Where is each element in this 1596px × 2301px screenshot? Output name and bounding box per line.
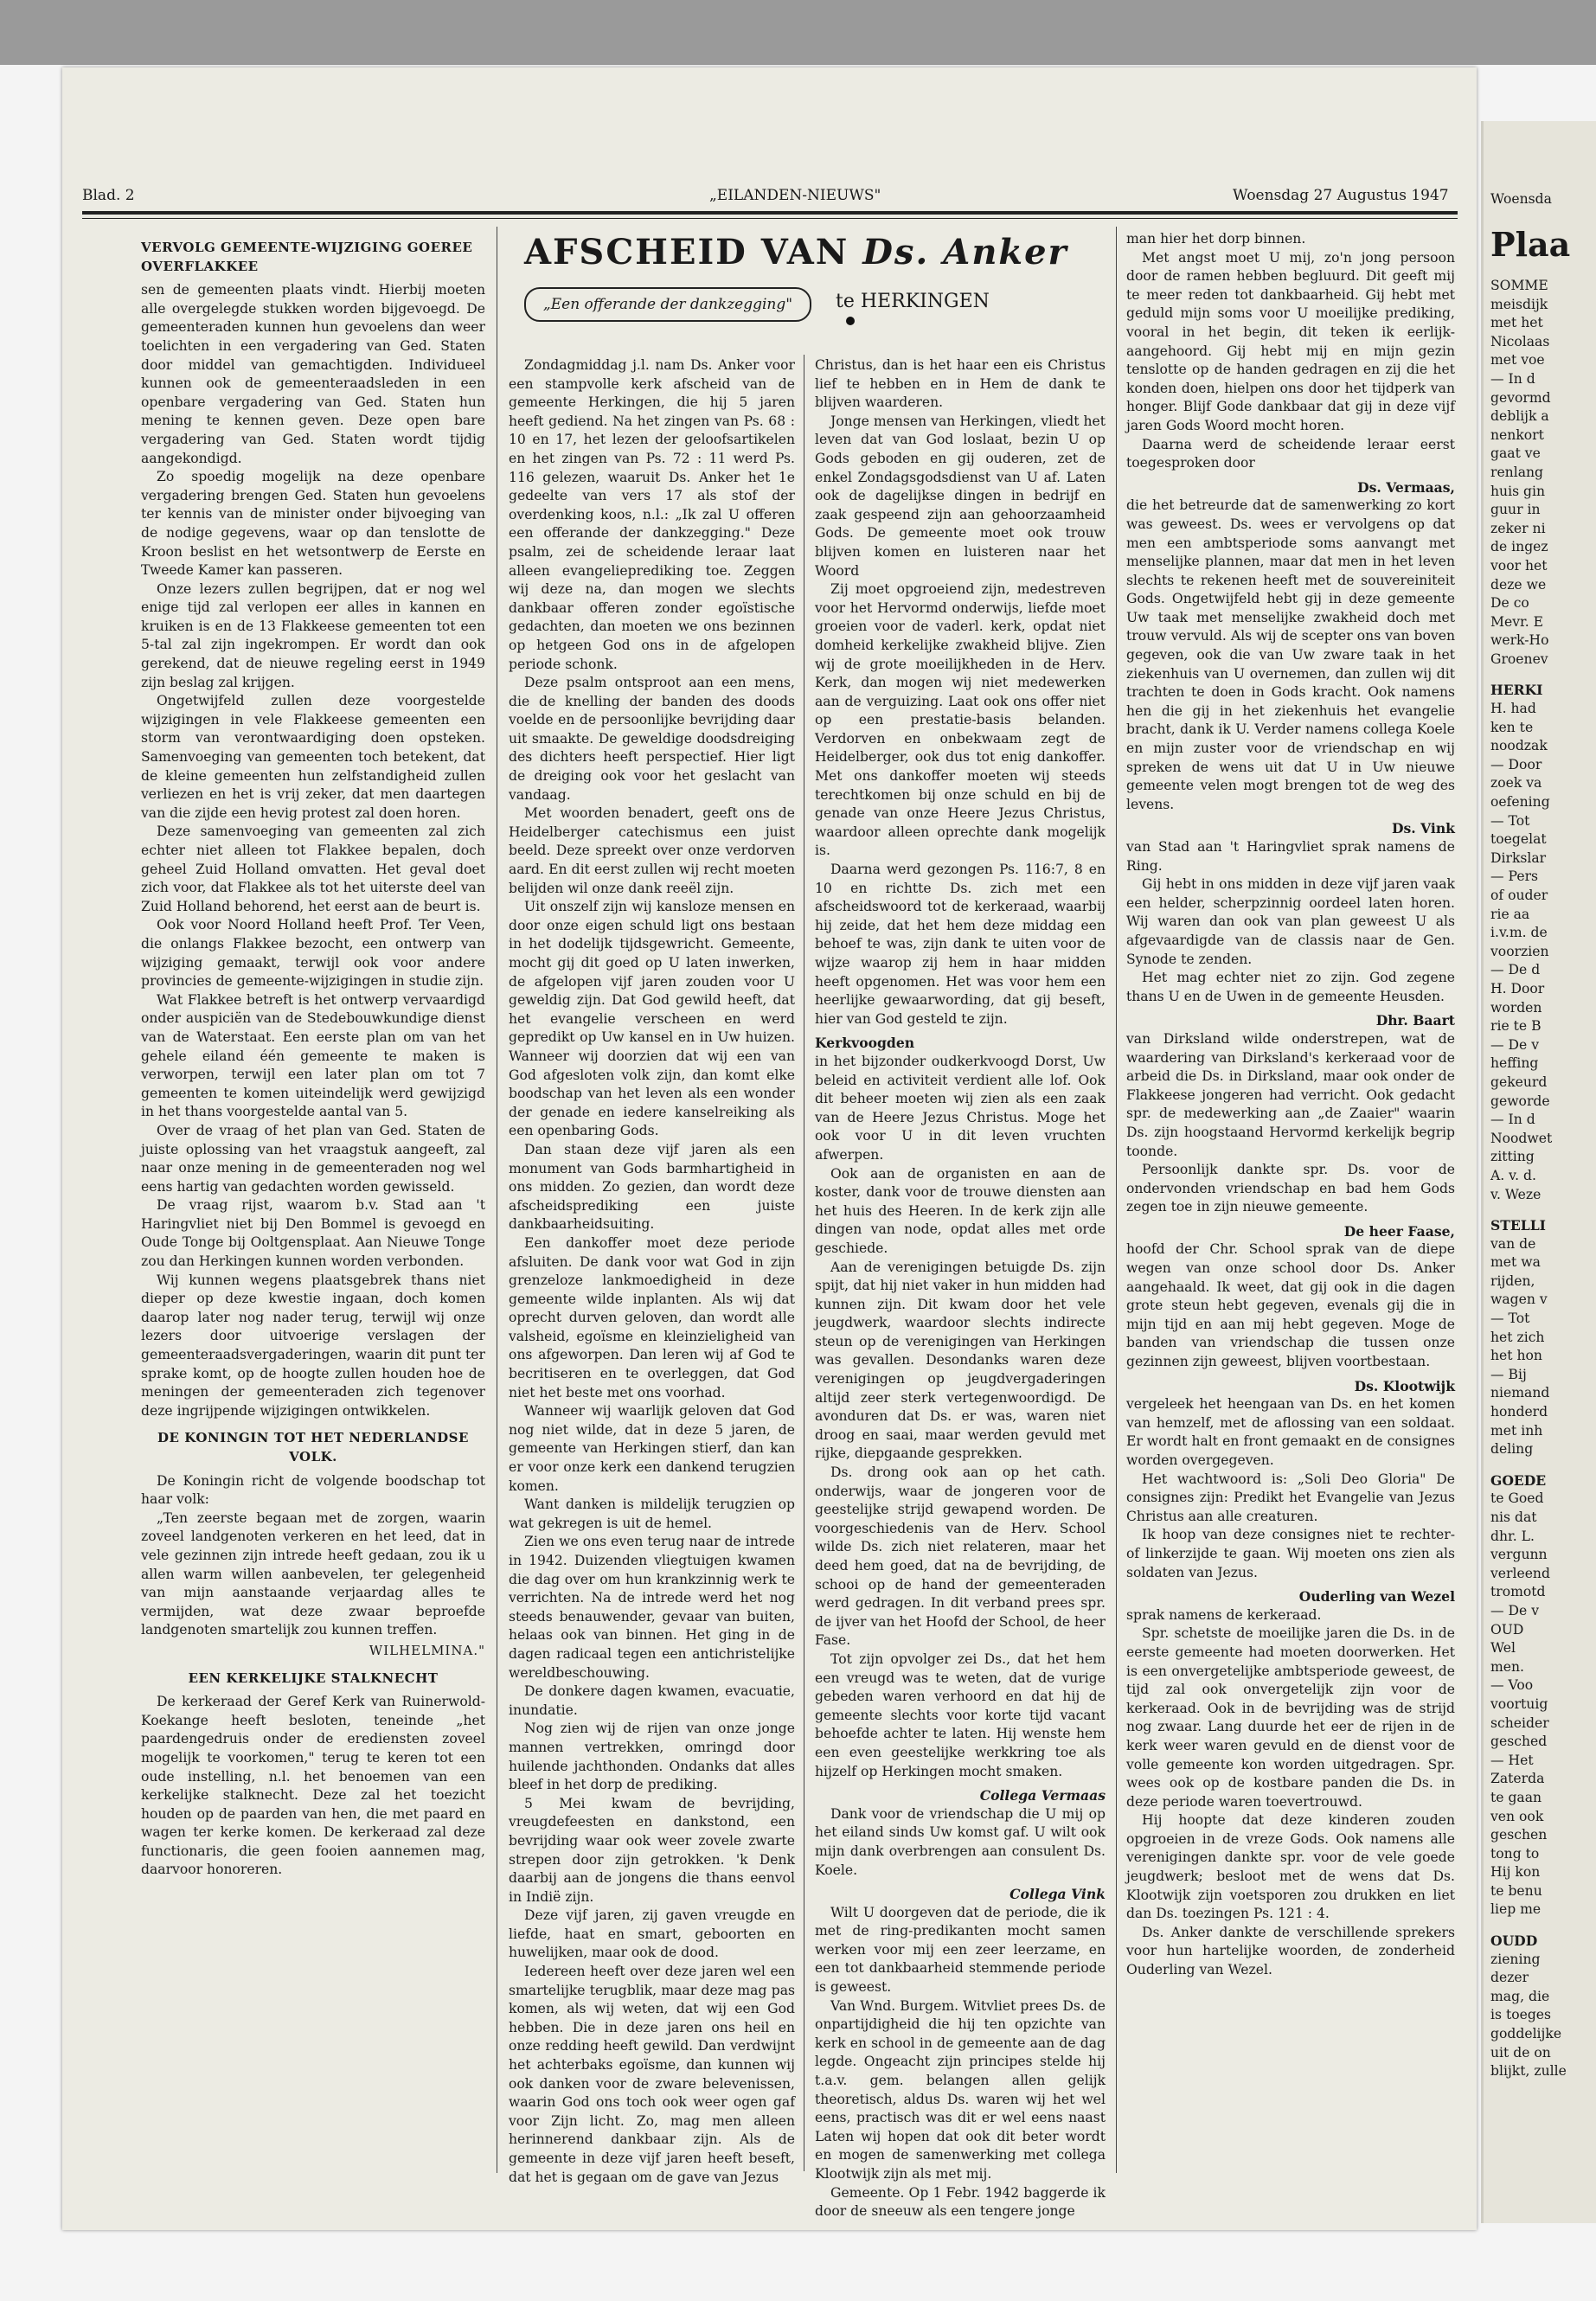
edge-line: ken te: [1490, 719, 1534, 735]
edge-line: — De d: [1490, 962, 1541, 978]
edge-line: verleend: [1490, 1565, 1550, 1581]
column-1: [141, 230, 485, 1880]
paragraph: Ds. drong ook aan op het cath. onderwijs, waar de jongeren voor de geestelijke strijd gewapend worden. De voorgeschiedenis van de Herv. School wilde Ds. zich niet relateren, maar het deed hem goed, dat na de bevrijding, de schooi op de hand der gemeenteraden werd gedragen. In dit verband prees spr. de ijver van het Hoofd der School, de heer Fase.: [815, 1465, 1106, 1649]
paragraph: Gij hebt in ons midden in deze vijf jaren vaak een helder, scherpzinnig oordeel laten horen. Wij waren dan ook van plan geweest U als afgevaardigde van de classis naar de Gen. Synode te zenden.: [1126, 876, 1455, 967]
edge-line: rie aa: [1490, 906, 1530, 922]
edge-line: honderd: [1490, 1404, 1548, 1420]
edge-line: scheider: [1490, 1715, 1549, 1731]
paragraph: Wij kunnen wegens plaatsgebrek thans niet dieper op deze kwestie ingaan, doch komen daarop later nog nader terug, terwijl wij onze lezers door uitvoerige verslagen der gemeenteraadsvergaderingen, waarin dit punt ter sprake komt, op de hoogte zullen houden hoe de meningen der gemeenteraden zich tegenover deze ingrijpende wijzigingen ontwikkelen.: [141, 1272, 485, 1419]
edge-line: De co: [1490, 595, 1529, 612]
paragraph: Christus, dan is het haar een eis Christus lief te hebben en in Hem de dank te blijven waarderen.: [815, 357, 1106, 411]
edge-line: deblijk a: [1490, 408, 1549, 425]
edge-line: geworde: [1490, 1093, 1550, 1109]
edge-line: nenkort: [1490, 426, 1544, 443]
edge-line: liep me: [1490, 1901, 1542, 1918]
headline-prefix: AFSCHEID VAN: [524, 232, 863, 272]
edge-line: Nicolaas: [1490, 333, 1550, 349]
edge-date: Woensda: [1490, 191, 1552, 207]
speaker-name: Ouderling van Wezel: [1298, 1588, 1455, 1606]
edge-line: het zich: [1490, 1329, 1545, 1345]
edge-line: te Goed: [1490, 1490, 1544, 1507]
paragraph: Het wachtwoord is: „Soli Deo Gloria" De consignes zijn: Predikt het Evangelie van Jezus Christus aan alle creaturen.: [1126, 1471, 1455, 1524]
edge-title: Plaa: [1490, 225, 1571, 264]
edge-line: — Bij: [1490, 1366, 1527, 1382]
edge-line: blijkt, zulle: [1490, 2063, 1567, 2080]
edge-line: — In d: [1490, 1112, 1535, 1128]
paragraph: Iedereen heeft over deze jaren wel een smartelijke terugblik, maar deze mag pas komen, als wij weten, dat wij een God hebben. Die in deze jaren ons heil en onze redding heeft gewild. Dan verdwijnt het achterbaks egoïsme, dan kunnen wij ook danken voor de zware belevenissen, waarin God ons toch ook weer ogen gaf voor Zijn licht. Zo, mag men alleen herinnerend dankbaar zijn. Als de gemeente in deze vijf jaren heeft beseft, dat het is gegaan om de gave van Jezus: [509, 1964, 795, 2185]
signature: WILHELMINA.": [369, 1642, 485, 1658]
paragraph: Een dankoffer moet deze periode afsluiten. De dank voor wat God in zijn grenzeloze lankmoedigheid in deze gemeente wilde inplanten. Als wij dat oprecht durven geloven, dan wordt alle valsheid, egoïsme en kleinzieligheid van ons afgeworpen. Dan leren wij af God te becritiseren en te overleggen, dat God niet het beste met ons voorhad.: [509, 1234, 795, 1400]
paragraph: Hij hoopte dat deze kinderen zouden opgroeien in de vreze Gods. Ook namens alle verenigingen dankte spr. voor de vele goede jeugdwerk; besloot met de wens dat Ds. Klootwijk zijn voetsporen zou drukken en liet dan Ds. toezingen Ps. 121 : 4.: [1126, 1812, 1455, 1922]
paragraph: Zien we ons even terug naar de intrede in 1942. Duizenden vliegtuigen kwamen die dag over om hun krankzinnig werk te verrichten. Na de intrede werd het nog steeds benauwender, gevaar van buiten, helaas ook van binnen. Het ging in de dagen radicaal tegen een antichristelijke wereldbeschouwing.: [509, 1534, 795, 1681]
paragraph: Aan de verenigingen betuigde Ds. zijn spijt, dat hij niet vaker in hun midden had kunnen zijn. Dit kwam door het vele jeugdwerk, waardoor slechts indirecte steun op de verenigingen van Herkingen was gevallen. Desondanks waren deze verenigingen op jeugdvergaderingen altijd zeer sterk vertegenwoordigd. De avonduren dat Ds. er was, waren niet droog en saai, maar werden gevuld met rijke, diepgaande gesprekken.: [815, 1259, 1106, 1462]
paragraph: Ik hoop van deze consignes niet te rechter- of linkerzijde te gaan. Wij moeten ons zien als soldaten van Jezus.: [1126, 1527, 1455, 1580]
edge-heading: GOEDE: [1490, 1471, 1547, 1489]
paragraph: Nog zien wij de rijen van onze jonge mannen vertrekken, omringd door huilende jachthonden. Ondanks dat alles bleef in het dorp de prediking.: [509, 1721, 795, 1793]
edge-line: met wa: [1490, 1254, 1541, 1271]
paragraph: Gemeente. Op 1 Febr. 1942 baggerde ik door de sneeuw als een tengere jonge: [815, 2184, 1106, 2220]
edge-line: Noodwet: [1490, 1130, 1553, 1146]
paragraph: Ds. Anker dankte de verschillende sprekers voor hun hartelijke woorden, de zonderheid Ouderling van Wezel.: [1126, 1924, 1455, 1978]
column-3: [815, 356, 1106, 2221]
edge-line: gevormd: [1490, 389, 1551, 406]
edge-line: renlang: [1490, 464, 1544, 480]
edge-line: dezer: [1490, 1970, 1529, 1986]
paragraph: De Koningin richt de volgende boodschap tot haar volk:: [141, 1472, 485, 1508]
edge-line: huis gin: [1490, 483, 1546, 499]
edge-line: — Door: [1490, 756, 1542, 772]
paragraph: Onze lezers zullen begrijpen, dat er nog wel enige tijd zal verlopen eer alles in kannen en kruiken is en de 13 Flakkeese gemeenten tot een 5-tal zal zijn ingekrompen. Er wordt dan ook gerekend, dat de nieuwe regeling eerst in 1949 zijn beslag zal krijgen.: [141, 580, 485, 690]
edge-line: H. had: [1490, 701, 1536, 717]
paragraph: Zo spoedig mogelijk na deze openbare vergadering brengen Ged. Staten hun gevoelens ter kennis van de minister onder bijvoeging van de nodige gegevens, waar op dan tenslotte de Kroon beslist en het wetsontwerp de Eerste en Tweede Kamer kan passeren.: [141, 469, 485, 579]
edge-line: zeker ni: [1490, 520, 1546, 536]
edge-line: gekeurd: [1490, 1074, 1548, 1090]
headline-place: te HERKINGEN: [836, 291, 990, 312]
column-4: [1126, 230, 1455, 1980]
edge-line: A. v. d.: [1490, 1167, 1536, 1183]
edge-line: oefening: [1490, 794, 1550, 811]
speaker-name: Collega Vink: [1010, 1886, 1106, 1903]
edge-line: het hon: [1490, 1348, 1542, 1364]
edge-line: te gaan: [1490, 1789, 1542, 1805]
edge-line: gaat ve: [1490, 445, 1541, 462]
paragraph: De kerkeraad der Geref Kerk van Ruinerwold-Koekange heeft besloten, teneinde „het paardengedruis onder de erediensten zoveel mogelijk te voorkomen," terug te keren tot een oude instelling, n.l. het benoemen van een kerkelijke stalknecht. Deze zal het toezicht houden op de paarden van hen, die met paard en wagen ter kerke komen. De kerkeraad zal deze functionaris, die geen fooien aannemen mag, daarvoor honoreren.: [141, 1694, 485, 1878]
paragraph: van Stad aan 't Haringvliet sprak namens de Ring.: [1126, 839, 1455, 874]
paragraph: De vraag rijst, waarom b.v. Stad aan 't Haringvliet niet bij Den Bommel is gevoegd en Oude Tonge bij Ooltgensplaat. Aan Nieuwe Tonge zou dan Herkingen kunnen worden verbonden.: [141, 1197, 485, 1270]
edge-text: [1490, 277, 1567, 2081]
edge-line: — Tot: [1490, 812, 1530, 829]
edge-line: is toeges: [1490, 2007, 1552, 2023]
paragraph: Over de vraag of het plan van Ged. Staten de juiste oplossing van het vraagstuk aangeeft, zal naar onze mening in de gemeenteraden nog wel eens hartig van gedachten worden gewisseld.: [141, 1122, 485, 1195]
edge-line: mag, die: [1490, 1988, 1550, 2004]
paragraph: Uit onszelf zijn wij kansloze mensen en door onze eigen schuld ligt ons bestaan in het dodelijk tijdsgewricht. Gemeente, mocht gij dit goed op U laten inwerken, de afgelopen vijf jaren zouden voor U geweldig zijn. Dat God gewild heeft, dat het evangelie verscheen en werd gepredikt op Uw kansel en in Uw huizen. Wanneer wij doorzien dat wij een van God afgesloten volk zijn, dan komt elke boodschap van het leven als een wonder der genade en iedere kanselreiking als een openbaring Gods.: [509, 899, 795, 1139]
speaker-name: Ds. Vink: [1391, 820, 1455, 837]
edge-heading: STELLI: [1490, 1217, 1546, 1234]
paragraph: De donkere dagen kwamen, evacuatie, inundatie.: [509, 1683, 795, 1718]
edge-line: uit de on: [1490, 2044, 1551, 2061]
edge-line: zitting: [1490, 1149, 1535, 1165]
edge-line: met het: [1490, 315, 1543, 331]
edge-line: meisdijk: [1490, 296, 1548, 312]
edge-line: Wel: [1490, 1640, 1516, 1657]
edge-line: geschen: [1490, 1827, 1548, 1843]
edge-line: voor het: [1490, 557, 1548, 574]
paragraph: Ongetwijfeld zullen deze voorgestelde wijzigingen in vele Flakkeese gemeenten een storm van verontwaardiging doen opsteken. Samenvoeging van gemeenten toch betekent, dat de kleine gemeenten hun zelfstandigheid zullen verliezen en het is vrij zeker, dat men daartegen van die zijde een hevig protest zal doen horen.: [141, 693, 485, 821]
article-heading-stalknecht: EEN KERKELIJKE STALKNECHT: [188, 1670, 439, 1686]
paragraph: van Dirksland wilde onderstrepen, wat de waardering van Dirksland's kerkeraad voor de arbeid die Ds. in Dirksland, maar ook onder de Flakkeese jongeren had verricht. Ook gedacht spr. de medewerking aan „de Zaaier" waarin Ds. zijn hoogstaand Hervormd kerkelijk begrip toonde.: [1126, 1030, 1455, 1159]
paragraph: sprak namens de kerkeraad.: [1126, 1606, 1322, 1623]
paragraph: Spr. schetste de moeilijke jaren die Ds. in de eerste gemeente had moeten doorwerken. Het is een onvergetelijke ambtsperiode geweest, de tijd zal ook onvergetelijk zijn voor de kerkeraad. Ook in de bevrijding was de strijd nog zwaar. Lang duurde het eer de rijen in de kerk weer waren gevuld en de dienst voor de volle gemeente kon worden uitgedragen. Spr. wees ook op de kostbare panden die Ds. in deze periode waren toevertrouwd.: [1126, 1625, 1455, 1810]
edge-line: Dirkslar: [1490, 849, 1547, 866]
paragraph: Jonge mensen van Herkingen, vliedt het leven dat van God loslaat, bezin U op Gods geboden en gij ouderen, zet de enkel Zondagsgodsdienst van U af. Laten ook de dagelijkse dingen in bedrijf en zaak gespeend zijn aan gehoorzaamheid Gods. De gemeente moet ook trouw blijven komen en luisteren naar het Woord: [815, 413, 1106, 579]
paragraph: Want danken is mildelijk terugzien op wat gekregen is uit de hemel.: [509, 1497, 795, 1531]
edge-line: H. Door: [1490, 980, 1545, 997]
edge-line: guur in: [1490, 502, 1541, 518]
speaker-name: Ds. Vermaas,: [1357, 478, 1455, 496]
edge-line: OUD: [1490, 1621, 1524, 1638]
running-header: [82, 183, 1458, 213]
speaker-name: De heer Faase,: [1343, 1222, 1455, 1240]
edge-line: deze we: [1490, 576, 1547, 593]
edge-line: rijden,: [1490, 1272, 1535, 1289]
headline-name: Ds. Anker: [862, 232, 1068, 272]
edge-line: dhr. L.: [1490, 1528, 1535, 1544]
paragraph: Deze psalm ontsproot aan een mens, die de knelling der banden des doods voelde en de persoonlijke bevrijding daar uit smaakte. De geweldige doodsdreiging des dichters heeft perspectief. Hier ligt de dreiging ook voor het geslacht van vandaag.: [509, 675, 795, 803]
edge-line: tong to: [1490, 1845, 1540, 1862]
column-divider: [1116, 227, 1117, 2173]
edge-line: tromotd: [1490, 1584, 1546, 1600]
page-number: Blad. 2: [82, 187, 135, 204]
edge-line: Mevr. E: [1490, 613, 1544, 630]
paragraph: man hier het dorp binnen.: [1126, 231, 1306, 247]
edge-line: noodzak: [1490, 738, 1548, 754]
subheading: Kerkvoogden: [815, 1035, 915, 1052]
paragraph: Deze samenvoeging van gemeenten zal zich echter niet alleen tot Flakkee bepalen, doch geheel Zuid Holland omvatten. Het geval doet zich voor, dat Flakkee als tot het uiterste deel van Zuid Holland behorend, het eerst aan de beurt is.: [141, 824, 485, 914]
speaker-name: Ds. Klootwijk: [1354, 1377, 1455, 1394]
edge-line: toegelat: [1490, 831, 1547, 848]
edge-line: — Pers: [1490, 868, 1539, 885]
article-heading-gemeente: VERVOLG GEMEENTE-WIJZIGING GOEREE OVERFLAKKEE: [141, 240, 473, 274]
edge-line: te benu: [1490, 1882, 1542, 1899]
next-page-edge: [1481, 121, 1596, 2223]
headline: [524, 232, 1068, 272]
edge-line: SOMME: [1490, 278, 1548, 293]
paragraph: Van Wnd. Burgem. Witvliet prees Ds. de onpartijdigheid die hij ten opzichte van kerk en school in de gemeente aan de dag legde. Ongeacht zijn principes stelde hij t.a.v. gem. belangen allen gelijk theoretisch, aldus Ds. waren wij het wel eens, practisch was dit er wel eens naast Laten wij hopen dat ook dit beter wordt en mogen de samenwerking met collega Klootwijk zijn als met mij.: [815, 1997, 1106, 2182]
edge-line: ziening: [1490, 1951, 1541, 1967]
paragraph: Persoonlijk dankte spr. Ds. voor de ondervonden vriendschap en bad hem Gods zegen toe in zijn nieuwe gemeente.: [1126, 1162, 1455, 1215]
edge-line: voortuig: [1490, 1695, 1548, 1712]
edge-line: — In d: [1490, 370, 1535, 387]
paragraph: Met angst moet U mij, zo'n jong persoon door de ramen hebben begluurd. Dit geeft mij te meer reden tot dankbaarheid. Gij hebt met geduld mijn soms voor U moeilijke prediking, vooral in het begin, dit teken ik eerlijk- aangehoord. Gij hebt mij en mijn gezin tenslotte op de handen gedragen en zij die het konden doen, hielpen ons door het tijdperk van honger. Blijf Gode dankbaar dat gij in deze vijf jaren Gods Woord mocht horen.: [1126, 249, 1455, 433]
speaker-name: Dhr. Baart: [1375, 1012, 1455, 1029]
paragraph: die het betreurde dat de samenwerking zo kort was geweest. Ds. wees er vervolgens op dat men een ambtsperiode soms aanvangt met menselijke plannen, maar dat men in het leven slechts te rekenen heeft met de souvereiniteit Gods. Ongetwijfeld hebt gij in deze gemeente Uw taak met menselijke zwakheid doch met trouw vervuld. Als wij de scepter ons van boven gegeven, ook die van Uw zware taak in het ziekenhuis van U overnemen, dan zullen wij dit trachten te doen in Gods kracht. Ook namens hen die gij in het ziekenhuis het evangelie bracht, dank ik U. Verder namens collega Koele en mijn zuster voor de vriendschap en wij spreken de wens uit dat U in Uw nieuwe gemeente velen mogt brengen tot de weg des levens.: [1126, 497, 1455, 812]
paragraph: Wanneer wij waarlijk geloven dat God nog niet wilde, dat in deze 5 jaren, de gemeente van Herkingen stierf, dan kan er voor onze kerk een dankend terugzien komen.: [509, 1403, 795, 1494]
paragraph: „Ten zeerste begaan met de zorgen, waarin zoveel landgenoten verkeren en het leed, dat in vele gezinnen zijn intrede heeft gedaan, zou ik u allen warm willen aanbevelen, ter gelegenheid van mijn aanstaande verjaardag alles te vermijden, wat deze zwaar beproefde landgenoten smartelijk zou kunnen treffen.: [141, 1509, 485, 1638]
edge-line: zoek va: [1490, 775, 1542, 792]
edge-line: niemand: [1490, 1385, 1550, 1401]
paragraph: Daarna werd gezongen Ps. 116:7, 8 en 10 en richtte Ds. zich met een afscheidswoord tot de kerkeraad, waarbij hij zeide, dat het hem deze middag een behoef te was, zijn dank te uiten voor de wijze waarop zij hem in haar midden heeft opgenomen. Het was voor hem een heerlijke gewaarwording, dat gij beseft, hier van God gesteld te zijn.: [815, 862, 1106, 1027]
header-rule: [82, 211, 1458, 215]
headline-subtitle: „Een offerande der dankzegging": [524, 287, 811, 322]
paragraph: hoofd der Chr. School sprak van de diepe wegen van onze school door Ds. Anker aangehaald. Ik weet, dat gij ook in die dagen grote steun hebt gegeven, evenals gij die in mijn tijd en aan mij hebt gegeven. Moge de banden van vriendschap die tussen onze gezinnen zijn geweest, blijven voortbestaan.: [1126, 1241, 1455, 1370]
paragraph: Het mag echter niet zo zijn. God zegene thans U en de Uwen in de gemeente Heusden.: [1126, 970, 1455, 1004]
edge-line: worden: [1490, 999, 1542, 1016]
edge-line: — De v: [1490, 1602, 1540, 1618]
edge-line: — Voo: [1490, 1677, 1534, 1694]
article-masthead: [524, 232, 1112, 344]
paragraph: Dank voor de vriendschap die U mij op het eiland sinds Uw komst gaf. U wilt ook mijn dank overbrengen aan consulent Ds. Koele.: [815, 1805, 1106, 1878]
edge-line: werk-Ho: [1490, 632, 1549, 649]
bullet-dot: [846, 317, 855, 325]
edge-line: nis dat: [1490, 1509, 1537, 1525]
paragraph: sen de gemeenten plaats vindt. Hierbij moeten alle overgelegde stukken worden bijgevoegd. De gemeenteraden kunnen hun gevoelens dan weer toelichten in een vergadering van Ged. Staten door middel van gemachtigden. Individueel kunnen ook de gemeenteraadsleden in een openbare vergadering van Ged. Staten hun mening te kennen geven. Deze open bare vergadering van Ged. Staten wordt tijdig aangekondigd.: [141, 282, 485, 466]
edge-line: v. Weze: [1490, 1186, 1542, 1202]
edge-line: of ouder: [1490, 888, 1548, 903]
edge-line: voorzien: [1490, 943, 1549, 959]
paragraph: Ook aan de organisten en aan de koster, dank voor de trouwe diensten aan het huis des Heeren. In de kerk zijn alle dingen van node, opdat alles met orde geschiede.: [815, 1165, 1106, 1256]
edge-line: heffing: [1490, 1055, 1539, 1072]
paragraph: 5 Mei kwam de bevrijding, vreugdefeesten en dankstond, een bevrijding waar ook weer zovele zwarte strepen door zijn getrokken. 'k Denk daarbij aan de jongens die thans eenvol in Indië zijn.: [509, 1795, 795, 1905]
column-2: [509, 356, 795, 2187]
paragraph: Met woorden benadert, geeft ons de Heidelberger catechismus een juist beeld. Deze spreekt over onze verdorven aard. En dit eerst zullen wij recht moeten belijden wil onze dank reeël zijn.: [509, 805, 795, 896]
edge-line: deling: [1490, 1441, 1534, 1458]
paragraph: in het bijzonder oudkerkvoogd Dorst, Uw beleid en activiteit verdient alle lof. Ook dit beheer moeten wij zien als een zaak van de Heere Jezus Christus. Moge het ook voor U in dit leven vruchten afwerpen.: [815, 1053, 1106, 1163]
issue-date: Woensdag 27 Augustus 1947: [1233, 187, 1449, 204]
paragraph: Wat Flakkee betreft is het ontwerp vervaardigd onder auspiciën van de Stedebouwkundige dienst van de Waterstaat. Een eerste plan om van het gehele eiland één gemeente te maken is verworpen, terwijl een later plan om tot 7 gemeenten te komen uiteindelijk werd gewijzigd in het thans voorgestelde aantal van 5.: [141, 991, 485, 1120]
edge-line: Groenev: [1490, 651, 1548, 667]
edge-heading: HERKI: [1490, 682, 1543, 699]
paragraph: Zij moet opgroeiend zijn, medestreven voor het Hervormd onderwijs, liefde moet groeien voor de vaderl. kerk, opdat niet domheid kerkelijke zwakheid blijve. Zien wij de grote moeilijkheden in de Herv. Kerk, dan mogen wij niet medewerken aan de verguizing. Laat ook ons offer niet op een prestatie-basis belanden. Verdorven en onbekwaam zegt de Heidelberger, ook dus tot enig dankoffer. Met ons dankoffer moeten wij steeds terechtkomen bij onze schuld en bij de genade van onze Heere Jezus Christus, waardoor alleen oprechte dank mogelijk is.: [815, 581, 1106, 859]
edge-line: — Tot: [1490, 1311, 1530, 1327]
edge-line: Hij kon: [1490, 1864, 1541, 1881]
edge-line: goddelijke: [1490, 2026, 1562, 2042]
edge-line: men.: [1490, 1658, 1525, 1675]
edge-line: — Het: [1490, 1752, 1534, 1768]
edge-line: rie te B: [1490, 1018, 1542, 1035]
edge-line: ven ook: [1490, 1808, 1544, 1824]
paragraph: Ook voor Noord Holland heeft Prof. Ter Veen, die onlangs Flakkee bezocht, een ontwerp van wijziging gemaakt, terwijl ook voor andere provincies de gemeente-wijzigingen in studie zijn.: [141, 917, 485, 990]
paragraph: Deze vijf jaren, zij gaven vreugde en liefde, haat en smart, geboorten en huwelijken, maar ook de dood.: [509, 1907, 795, 1961]
edge-line: — De v: [1490, 1036, 1540, 1053]
paragraph: vergeleek het heengaan van Ds. en het komen van hemzelf, met de aflossing van een soldaat. Er wordt halt en front gemaakt en de consignes worden overgegeven.: [1126, 1396, 1455, 1468]
paragraph: Dan staan deze vijf jaren als een monument van Gods barmhartigheid in ons midden. Zo gezien, dan wordt deze afscheidsprediking een juiste dankbaarheidsuiting.: [509, 1141, 795, 1233]
paragraph: Wilt U doorgeven dat de periode, die ik met de ring-predikanten mocht samen werken voor mij een zeer leerzame, en een tot dankbaarheid stemmende periode is geweest.: [815, 1904, 1106, 1996]
edge-line: met inh: [1490, 1422, 1543, 1439]
paragraph: Tot zijn opvolger zei Ds., dat het hem een vreugd was te weten, dat de vurige gebeden waren verhoord en dat hij de gemeente slechts voor korte tijd vacant behoefde achter te laten. Hij wenste hem een even geestelijke werkkring toe als hijzelf op Herkingen mocht smaken.: [815, 1650, 1106, 1779]
edge-line: i.v.m. de: [1490, 925, 1548, 941]
edge-line: wagen v: [1490, 1292, 1548, 1308]
edge-heading: OUDD: [1490, 1932, 1538, 1950]
edge-line: de ingez: [1490, 539, 1548, 555]
edge-line: met voe: [1490, 352, 1545, 369]
scan-background: [0, 0, 1596, 65]
edge-line: Zaterda: [1490, 1771, 1545, 1787]
edge-line: vergunn: [1490, 1547, 1548, 1563]
edge-line: van de: [1490, 1235, 1536, 1252]
edge-line: gesched: [1490, 1734, 1548, 1750]
paragraph: Zondagmiddag j.l. nam Ds. Anker voor een stampvolle kerk afscheid van de gemeente Herkingen, die hij 5 jaren heeft gediend. Na het zingen van Ps. 68 : 10 en 17, het lezen der geloofsartikelen en het zingen van Ps. 72 : 11 werd Ps. 116 gelezen, waaruit Ds. Anker het 1e gedeelte van vers 17 als stof der overdenking koos, n.l.: „Ik zal U offeren een offerande der dankzegging." Deze psalm, zei de scheidende leraar laat alleen evangelieprediking toe. Zeggen wij deze na, dan mogen we slechts dankbaar offeren zonder egoïstische gedachten, dan moeten we ons bezinnen op hetgeen God ons in de afgelopen periode schonk.: [509, 357, 795, 672]
article-heading-koningin: DE KONINGIN TOT HET NEDERLANDSE VOLK.: [157, 1430, 469, 1465]
header-rule-thin: [82, 218, 1458, 219]
speaker-name: Collega Vermaas: [979, 1787, 1106, 1804]
newspaper-title: „EILANDEN-NIEUWS": [709, 187, 881, 204]
paragraph: Daarna werd de scheidende leraar eerst toegesproken door: [1126, 436, 1455, 471]
